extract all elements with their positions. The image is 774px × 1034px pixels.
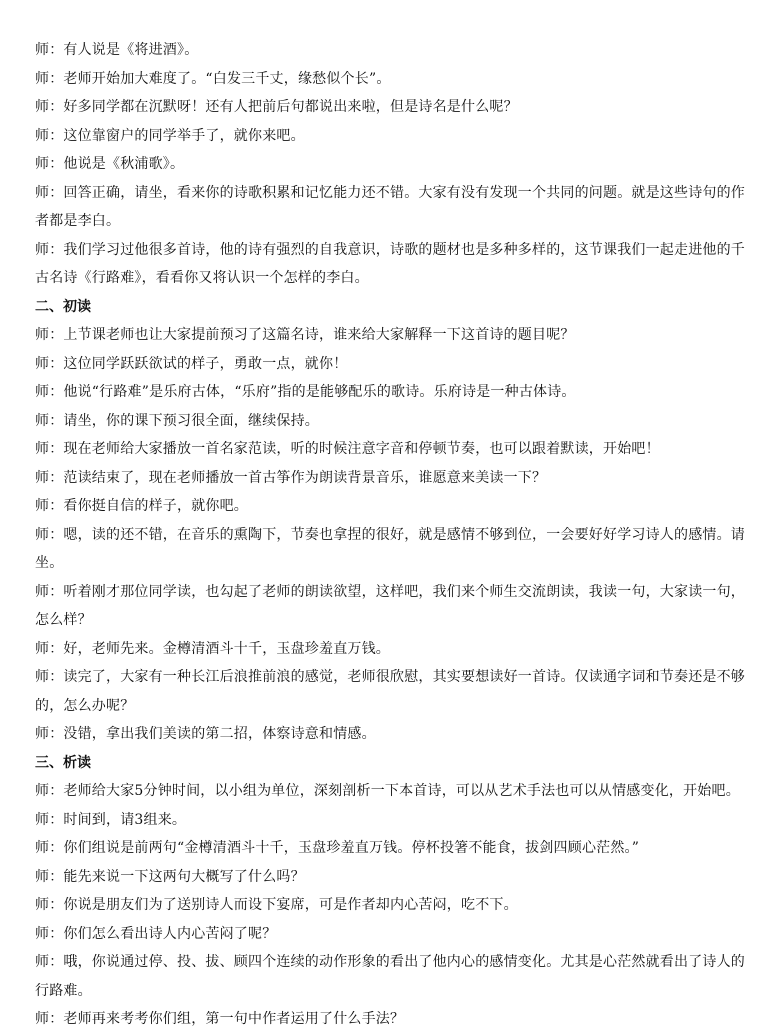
paragraph-19: 师：没错，拿出我们美读的第二招，体察诗意和情感。	[35, 726, 376, 742]
paragraph-7: 师：我们学习过他很多首诗，他的诗有强烈的自我意识，诗歌的题材也是多种多样的，这节课我们一起走进他的千古名诗《行路难》，看看你又将认识一个怎样的李白。	[35, 241, 745, 286]
paragraph-4: 师：这位靠窗户的同学举手了，就你来吧。	[35, 127, 305, 144]
paragraph-8: 师：上节课老师也让大家提前预习了这篇名诗，谁来给大家解释一下这首诗的题目呢？	[35, 327, 575, 343]
paragraph-18: 师：读完了，大家有一种长江后浪推前浪的感觉，老师很欣慰，其实要想读好一首诗。仅读通字词和节奏还是不够的，怎么办呢？	[35, 669, 745, 714]
paragraph-15: 师：嗯，读的还不错，在音乐的熏陶下，节奏也拿捏的很好，就是感情不够到位，一会要好好学习诗人的感情。请坐。	[35, 526, 745, 571]
paragraph-26: 师：哦，你说通过停、投、拔、顾四个连续的动作形象的看出了他内心的感情变化。尤其是心茫然就看出了诗人的行路难。	[35, 954, 745, 999]
paragraph-25: 师：你们怎么看出诗人内心苦闷了呢？	[35, 925, 277, 942]
paragraph-11: 师：请坐，你的课下预习很全面，继续保持。	[35, 412, 319, 429]
paragraph-9: 师：这位同学跃跃欲试的样子，勇敢一点，就你！	[35, 355, 348, 372]
paragraph-27: 师：老师再来考考你们组，第一句中作者运用了什么手法？	[35, 1011, 405, 1027]
paragraph-1: 师：有人说是《将进酒》。	[35, 42, 199, 58]
paragraph-16: 师：听着刚才那位同学读，也勾起了老师的朗读欲望，这样吧，我们来个师生交流朗读，我读一句，大家读一句，怎么样？	[35, 583, 745, 628]
paragraph-14: 师：看你挺自信的样子，就你吧。	[35, 498, 248, 514]
section-heading-first-reading: 二、初读	[35, 298, 91, 315]
paragraph-2: 师：老师开始加大难度了。“白发三千丈，缘愁似个长”。	[35, 70, 391, 87]
paragraph-10: 师：他说“行路难”是乐府古体，“乐府”指的是能够配乐的歌诗。乐府诗是一种古体诗。	[35, 384, 576, 400]
paragraph-22: 师：你们组说是前两句“金樽清酒斗十千，玉盘珍羞直万钱。停杯投箸不能食，拔剑四顾心茫然。”	[35, 840, 640, 856]
paragraph-20: 师：老师给大家5分钟时间，以小组为单位，深刻剖析一下本首诗，可以从艺术手法也可以从情感变化，开始吧。	[35, 783, 740, 799]
paragraph-23: 师：能先来说一下这两句大概写了什么吗？	[35, 868, 305, 885]
paragraph-3: 师：好多同学都在沉默呀！还有人把前后句都说出来啦，但是诗名是什么呢？	[35, 99, 518, 115]
paragraph-6: 师：回答正确，请坐，看来你的诗歌积累和记忆能力还不错。大家有没有发现一个共同的问题。就是这些诗句的作者都是李白。	[35, 184, 745, 229]
paragraph-5: 师：他说是《秋浦歌》。	[35, 156, 185, 172]
document-body	[35, 36, 747, 1034]
paragraph-21: 师：时间到，请3组来。	[35, 811, 187, 828]
paragraph-12: 师：现在老师给大家播放一首名家范读，听的时候注意字音和停顿节奏，也可以跟着默读，开始吧！	[35, 441, 660, 457]
paragraph-13: 师：范读结束了，现在老师播放一首古筝作为朗读背景音乐，谁愿意来美读一下？	[35, 469, 547, 486]
paragraph-17: 师：好，老师先来。金樽清酒斗十千，玉盘珍羞直万钱。	[35, 640, 390, 657]
paragraph-24: 师：你说是朋友们为了送别诗人而设下宴席，可是作者却内心苦闷，吃不下。	[35, 897, 518, 913]
section-heading-analysis: 三、析读	[35, 754, 91, 771]
